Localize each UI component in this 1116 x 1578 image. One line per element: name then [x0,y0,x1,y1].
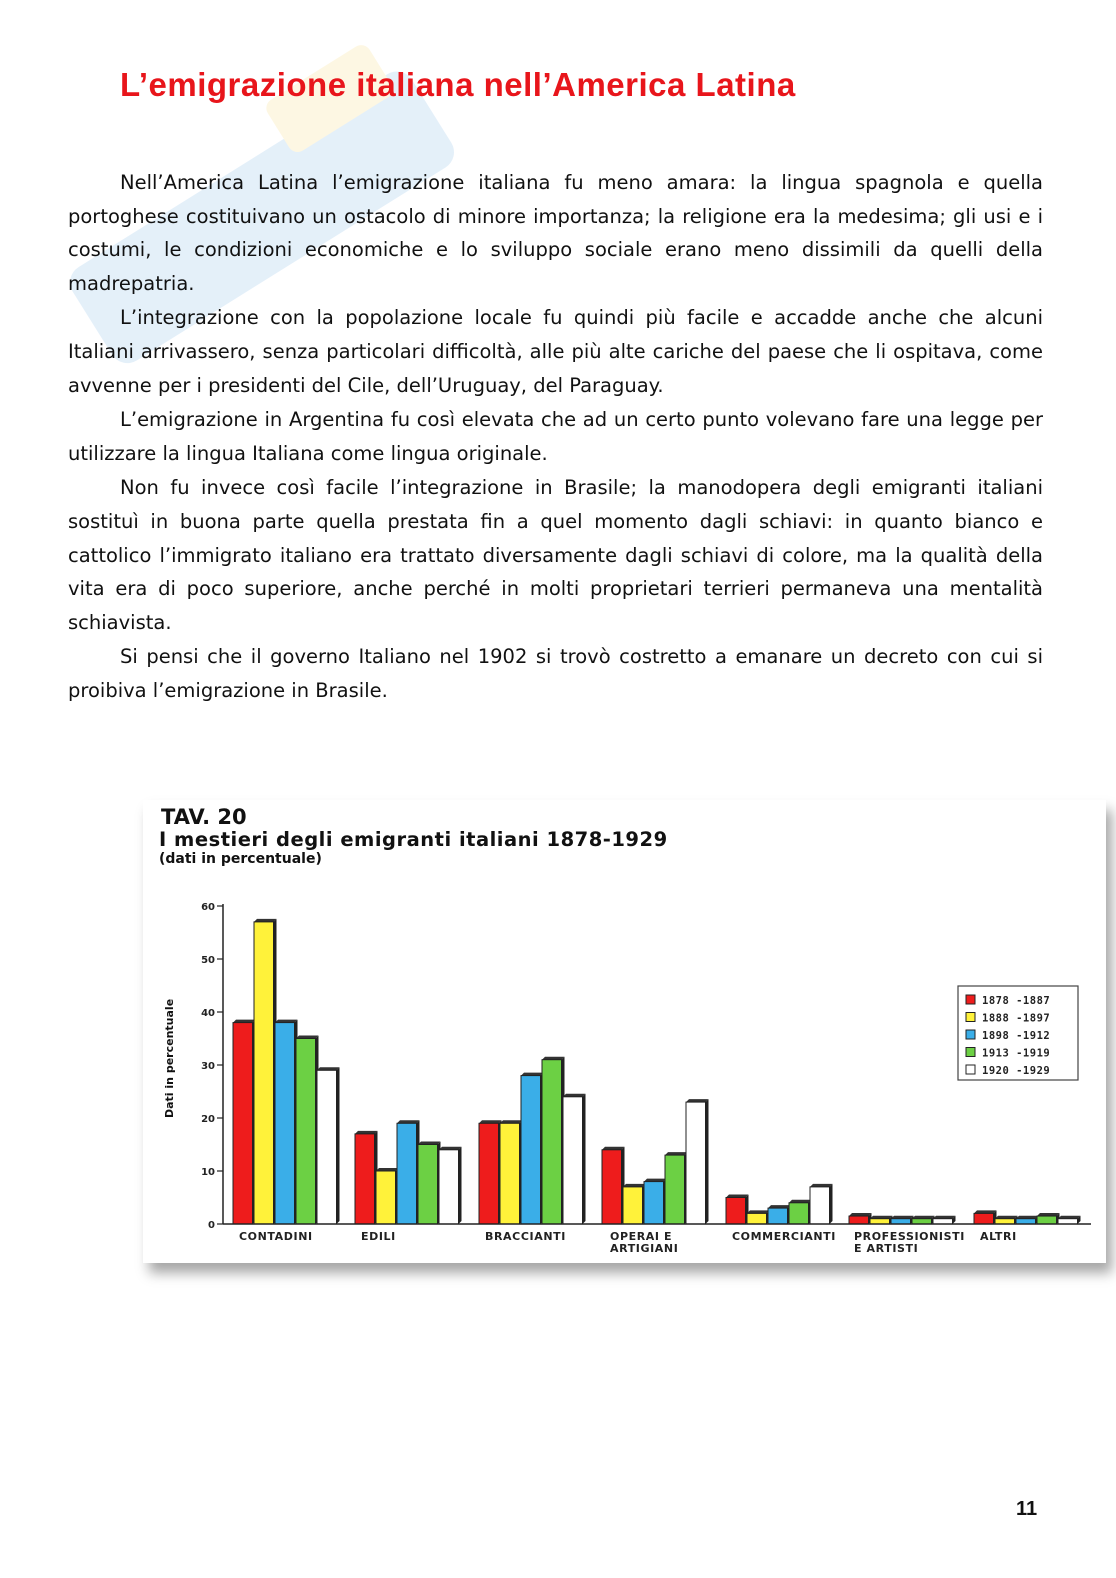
bar [418,1145,438,1225]
legend-label: 1878 -1887 [982,995,1051,1007]
x-tick-label: CONTADINI [239,1230,313,1243]
bar [623,1187,643,1224]
paragraph: Nell’America Latina l’emigrazione italiana fu meno amara: la lingua spagnola e quella portoghese costituivano un ostacolo di minore importanza; la religione era la medesima; gli usi e i costumi, le condizioni economiche e lo sviluppo sociale erano meno dissimili da quelli della madrepatria. [68,171,1043,295]
y-tick-label: 40 [201,1008,215,1019]
legend-swatch [966,995,975,1004]
legend-swatch [966,1030,975,1039]
body-text [68,166,1043,709]
bar [521,1076,541,1224]
y-tick-label: 10 [201,1167,215,1178]
bar [665,1155,685,1224]
y-tick-label: 30 [201,1061,215,1072]
bar [542,1060,562,1224]
bar [275,1023,295,1224]
legend-label: 1898 -1912 [982,1030,1051,1042]
legend-swatch [966,1065,975,1074]
x-tick-label: E ARTISTI [854,1242,919,1255]
bar-chart [143,800,1106,1263]
bar [1016,1219,1036,1224]
bar [686,1102,706,1224]
bar [355,1134,375,1224]
x-tick-label: PROFESSIONISTI [854,1230,965,1243]
x-tick-label: ARTIGIANI [610,1242,679,1255]
bar [296,1039,316,1225]
y-tick-label: 20 [201,1114,215,1125]
x-tick-label: COMMERCIANTI [732,1230,836,1243]
y-tick-label: 60 [201,902,215,913]
bar [233,1023,253,1224]
bar [995,1219,1015,1224]
bar [810,1187,830,1224]
bar [644,1182,664,1224]
chart-subtitle: (dati in percentuale) [159,851,322,867]
legend-label: 1888 -1897 [982,1012,1051,1025]
bar [439,1150,459,1224]
bar [768,1208,788,1224]
bar [1058,1219,1078,1224]
y-tick-label: 50 [201,955,215,966]
x-tick-label: OPERAI E [610,1230,673,1243]
bar [563,1097,583,1224]
bar [726,1198,746,1225]
chart-table-label: TAV. 20 [161,805,247,829]
bar [974,1213,994,1224]
bar [1037,1216,1057,1224]
chart-figure [143,800,1106,1263]
y-tick-label: 0 [208,1220,215,1231]
bar [376,1171,396,1224]
x-tick-label: ALTRI [980,1230,1017,1243]
bar [254,922,274,1224]
bar [891,1219,911,1224]
bar [789,1203,809,1224]
bar [397,1123,417,1224]
legend-swatch [966,1013,975,1022]
legend-swatch [966,1048,975,1057]
x-tick-label: BRACCIANTI [485,1230,566,1243]
bar [602,1150,622,1224]
paragraph: Non fu invece così facile l’integrazione in Brasile; la manodopera degli emigranti italiani sostituì in buona parte quella prestata fin a quel momento dagli schiavi: in quanto bianco e cattolico l’immigrato italiano era trattato diversamente dagli schiavi di colore, ma la qualità della vita era di poco superiore, anche perché in molti proprietari terrieri permaneva una mentalità schiavista. [68,476,1043,634]
paragraph: Si pensi che il governo Italiano nel 1902 si trovò costretto a emanare un decreto con cui si proibiva l’emigrazione in Brasile. [68,645,1043,702]
bar [317,1070,337,1224]
bar [933,1219,953,1224]
chart-title: I mestieri degli emigranti italiani 1878-1929 [159,828,668,851]
paragraph: L’emigrazione in Argentina fu così elevata che ad un certo punto volevano fare una legge per utilizzare la lingua Italiana come lingua originale. [68,408,1043,465]
bar [747,1213,767,1224]
legend-label: 1920 -1929 [982,1065,1051,1077]
chart-y-axis-label: Dati in percentuale [163,998,176,1118]
page-number: 11 [1016,1498,1038,1520]
x-tick-label: EDILI [361,1230,396,1243]
bar [849,1216,869,1224]
bar [870,1219,890,1224]
bar [912,1219,932,1224]
page-title: L’emigrazione italiana nell’America Latina [120,66,796,103]
legend-label: 1913 -1919 [982,1047,1051,1060]
bar [479,1123,499,1224]
bar [500,1123,520,1224]
paragraph: L’integrazione con la popolazione locale fu quindi più facile e accadde anche che alcuni Italiani arrivassero, senza particolari difficoltà, alle più alte cariche del paese che li ospitava, come avvenne per i presidenti del Cile, dell’Uruguay, del Paraguay. [68,306,1043,397]
